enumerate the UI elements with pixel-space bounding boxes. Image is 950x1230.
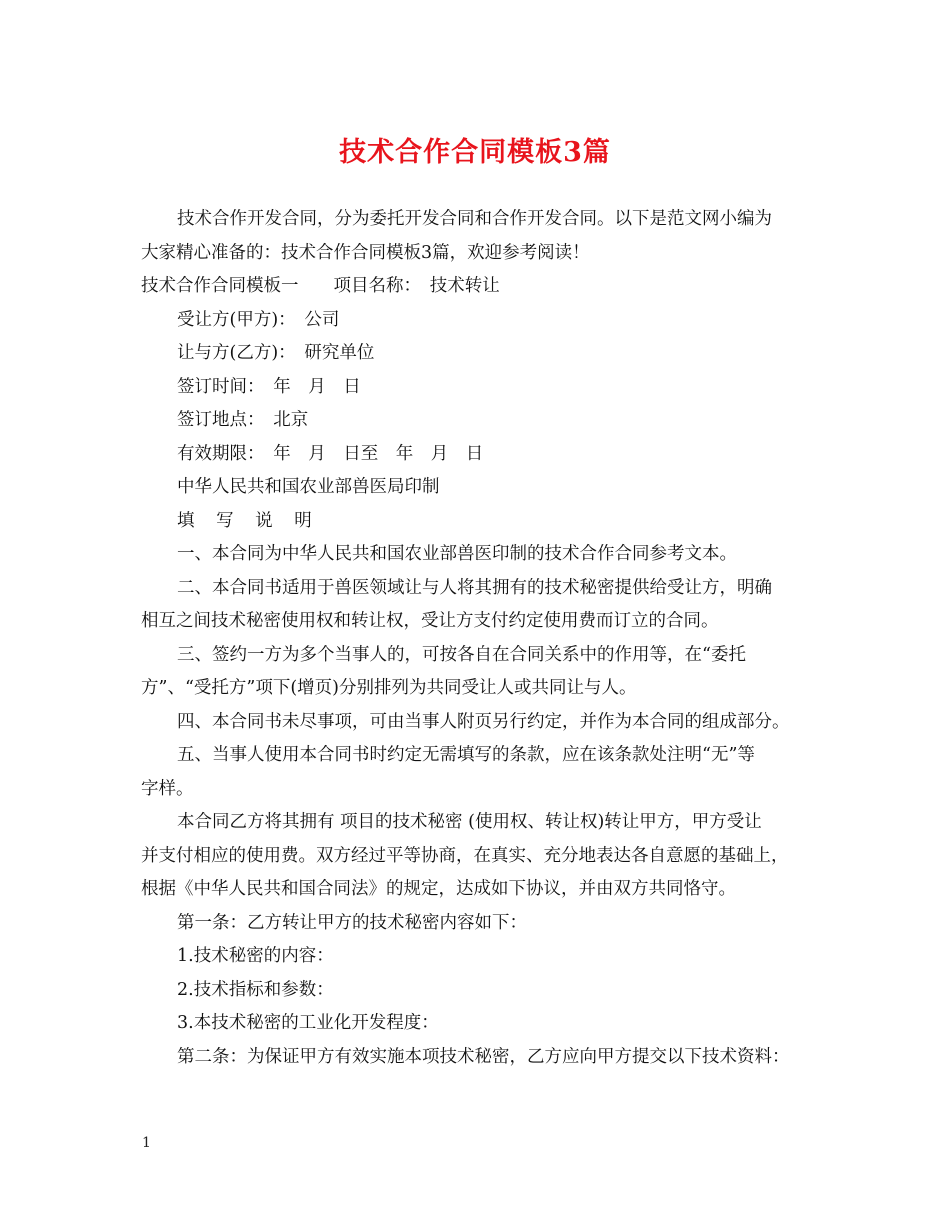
paragraph-line: 二、本合同书适用于兽医领域让与人将其拥有的技术秘密提供给受让方，明确 <box>177 577 772 598</box>
paragraph-line: 大家精心准备的：技术合作合同模板3篇，欢迎参考阅读！ <box>141 242 590 263</box>
paragraph-line: 2.技术指标和参数： <box>177 979 334 1000</box>
paragraph-line: 字样。 <box>141 778 194 799</box>
paragraph-line: 技术合作合同模板一 项目名称： 技术转让 <box>141 276 500 296</box>
paragraph-line: 中华人民共和国农业部兽医局印制 <box>177 477 440 497</box>
paragraph-line: 本合同乙方将其拥有 项目的技术秘密 (使用权、转让权)转让甲方，甲方受让 <box>177 812 762 832</box>
paragraph-line: 第二条：为保证甲方有效实施本项技术秘密，乙方应向甲方提交以下技术资料： <box>177 1046 790 1067</box>
paragraph-line: 方”、“受托方”项下(增页)分别排列为共同受让人或共同让与人。 <box>141 678 637 698</box>
paragraph-line: 一、本合同为中华人民共和国农业部兽医印制的技术合作合同参考文本。 <box>177 544 737 564</box>
section-heading: 填 写 说 明 <box>177 510 320 531</box>
paragraph-line: 四、本合同书未尽事项，可由当事人附页另行约定，并作为本合同的组成部分。 <box>177 711 790 732</box>
paragraph-line: 相互之间技术秘密使用权和转让权，受让方支付约定使用费而订立的合同。 <box>141 611 719 631</box>
paragraph-line: 有效期限： 年 月 日至 年 月 日 <box>177 443 484 464</box>
paragraph-line: 3.本技术秘密的工业化开发程度： <box>177 1013 439 1033</box>
page-number: 1 <box>142 1135 151 1151</box>
paragraph-line: 五、当事人使用本合同书时约定无需填写的条款，应在该条款处注明“无”等 <box>177 745 755 765</box>
paragraph-line: 技术合作开发合同，分为委托开发合同和合作开发合同。以下是范文网小编为 <box>177 209 772 229</box>
paragraph-line: 三、签约一方为多个当事人的，可按各自在合同关系中的作用等，在“委托 <box>177 644 746 665</box>
paragraph-line: 第一条：乙方转让甲方的技术秘密内容如下： <box>177 912 527 933</box>
paragraph-line: 1.技术秘密的内容： <box>177 946 334 966</box>
document-body <box>141 203 831 1074</box>
paragraph-line: 受让方(甲方)： 公司 <box>177 309 340 330</box>
paragraph-line: 签订时间： 年 月 日 <box>177 376 361 397</box>
paragraph-line: 签订地点： 北京 <box>177 410 309 430</box>
paragraph-line: 根据《中华人民共和国合同法》的规定，达成如下协议，并由双方共同恪守。 <box>141 879 736 899</box>
paragraph-line: 让与方(乙方)： 研究单位 <box>177 343 375 363</box>
paragraph-line: 并支付相应的使用费。双方经过平等协商，在真实、充分地表达各自意愿的基础上， <box>141 845 789 866</box>
document-title: 技术合作合同模板3篇 <box>339 137 611 168</box>
